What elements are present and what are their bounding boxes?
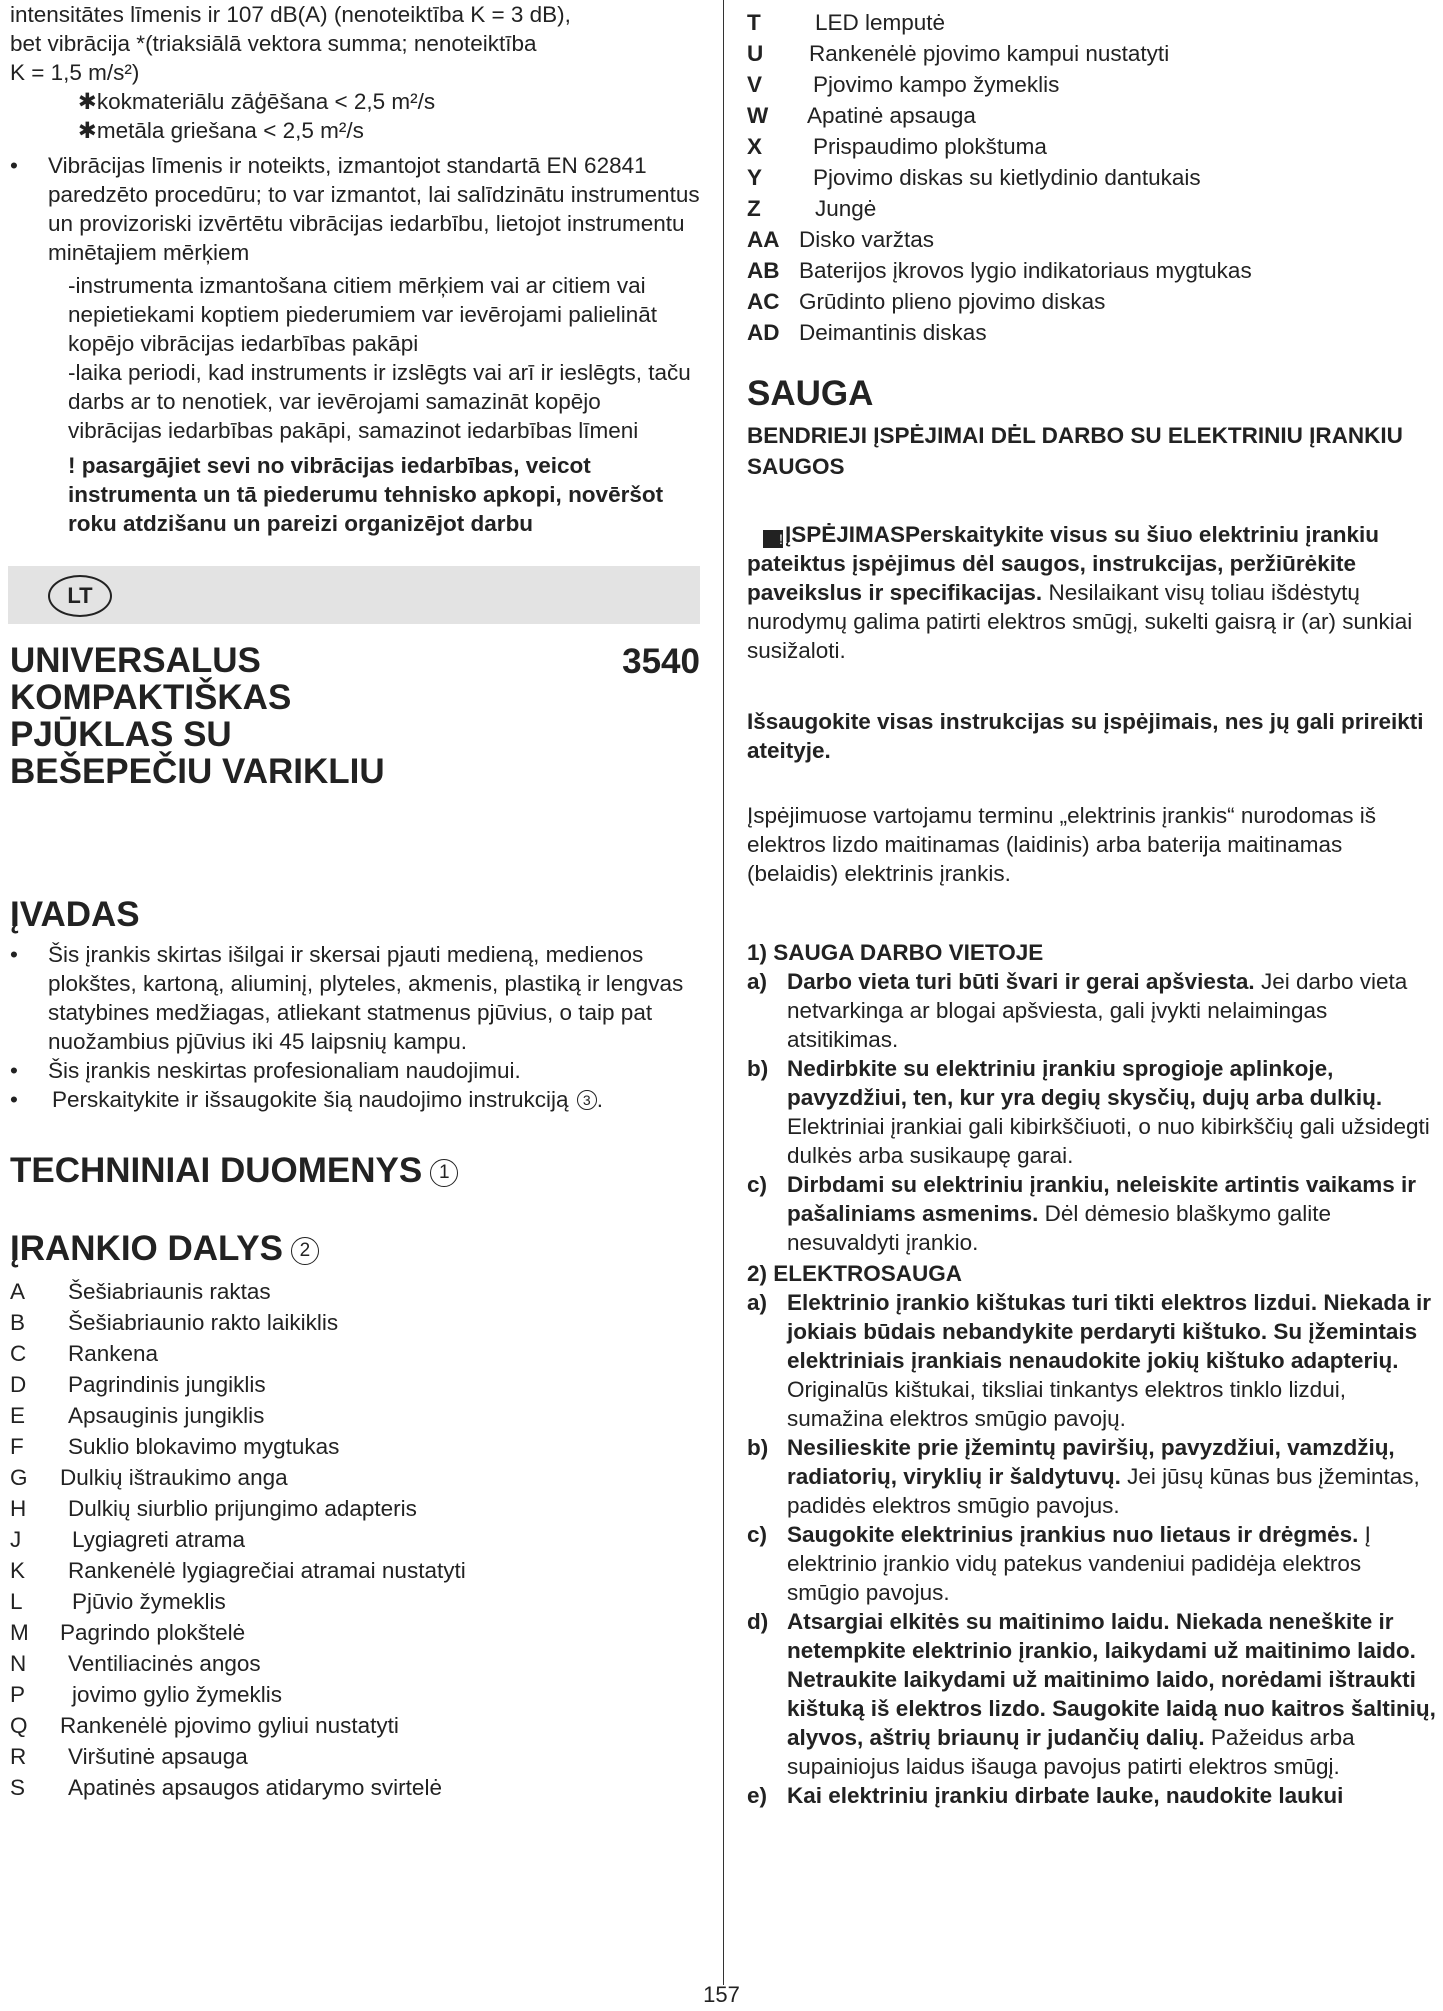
item-bold: Elektrinio įrankio kištukas turi tikti elektros lizdui. Niekada ir jokiais būdais nebandykite perdaryti kištuko. Su įžemintais elektriniais įrankiais nenaudokite jokių kištuko adapterių. [787,1290,1431,1373]
part-label: Rankenėlė pjovimo gyliui nustatyti [60,1713,399,1738]
part-key: B [10,1310,26,1335]
product-title-line: UNIVERSALUS [10,641,261,680]
part-key: Y [747,165,763,190]
ref-circle: 3 [577,1090,597,1110]
vibration-warning: ! pasargājiet sevi no vibrācijas iedarbības, veicot instrumenta un tā piederumu tehnisko apkopi, novēršot roku atdzišanu un pareizi organizējot darbu [68,453,664,536]
part-key: P [10,1682,26,1707]
safety-item [747,1433,1437,1520]
general-warning-paragraph [747,520,1437,665]
ivadas-bullet-last: • Perskaitykite ir išsaugokite šią naudojimo instrukciją 3 . [10,1085,700,1114]
part-item [10,1555,700,1586]
item-text: Originalūs kištukai, tiksliai tinkantys elektros tinklo lizdui, sumažina elektros smūgio pavojų. [787,1377,1346,1431]
left-column [10,0,700,1803]
item-text: Jei jūsų kūnas bus įžemintas, padidės elektros smūgio pavojus. [787,1464,1420,1518]
intro-line: intensitātes līmenis ir 107 dB(A) (nenoteiktība K = 3 dB), [10,2,571,27]
ivadas-last-text: Perskaitykite ir išsaugokite šią naudojimo instrukciją [52,1087,569,1112]
safety-item [747,1781,1437,1810]
item-text: Dėl dėmesio blaškymo galite nesuvaldyti įrankio. [787,1201,1332,1255]
item-text: Jei darbo vieta netvarkinga ar blogai apšviesta, gali įvykti nelaimingas atsitikimas. [787,969,1408,1052]
item-text: Į elektrinio įrankio vidų patekus vandeniui padidėja elektros smūgio pavojus. [787,1522,1371,1605]
part-item [747,100,1437,131]
part-key: Q [10,1713,28,1738]
part-item [747,69,1437,100]
safety-item [747,1170,1437,1257]
item-letter: d) [747,1609,769,1634]
part-item [10,1276,700,1307]
item-bold: Darbo vieta turi būti švari ir gerai apšviesta. [787,969,1255,994]
item-text: Pažeidus arba supainiojus laidus išauga pavojus patirti elektros smūgį. [787,1725,1355,1779]
part-label: Jungė [815,196,877,221]
part-item [10,1648,700,1679]
item-bold: Nedirbkite su elektriniu įrankiu sprogioje aplinkoje, pavyzdžiui, ten, kur yra degių skysčių, dujų arba dulkių. [787,1056,1383,1110]
part-key: D [10,1372,27,1397]
safety-item [747,1054,1437,1170]
part-item [10,1431,700,1462]
vibration-sub-1: -instrumenta izmantošana citiem mērķiem vai ar citiem vai nepietiekami koptiem piederumiem var ievērojami palielināt kopējo vibrācijas iedarbības pakāpi [68,273,658,356]
item-letter: e) [747,1783,768,1808]
warning-rest: Nesilaikant visų toliau išdėstytų nurodymų galima patirti elektros smūgį, sukelti gaisrą ir (ar) sunkiai susižaloti. [747,580,1413,663]
part-label: Lygiagreti atrama [72,1527,246,1552]
part-item [10,1369,700,1400]
part-label: Baterijos įkrovos lygio indikatoriaus mygtukas [799,258,1252,283]
part-item [10,1338,700,1369]
part-item [10,1741,700,1772]
part-key: M [10,1620,29,1645]
part-item [747,224,1437,255]
part-key: Z [747,196,761,221]
ivadas-bullet: • Šis įrankis skirtas išilgai ir skersai pjauti medieną, medienos plokštes, kartoną, aliuminį, plyteles, akmenis, plastiką ir lengvas statybines medžiagas, atliekant statmenus pjūvius, o taip pat nuožambius pjūvius iki 45 laipsnių kampu. [10,940,700,1056]
safety-item [747,1607,1437,1781]
sauga-heading: SAUGA [747,374,874,413]
general-warnings-heading: BENDRIEJI ĮSPĖJIMAI DĖL DARBO SU ELEKTRINIU ĮRANKIU SAUGOS [747,423,1403,479]
part-key: AD [747,320,780,345]
item-bold: Atsargiai elkitės su maitinimo laidu. Niekada neneškite ir netempkite elektrinio įrankio, laikydami už maitinimo laido. Netraukite laikydami už maitinimo laido, norėdami ištraukti kištuką iš elektros lizdo. Saugokite laidą nuo kaitros šaltinių, alyvos, aštrių briaunų ir judančių dalių. [787,1609,1436,1750]
language-bar [8,566,700,624]
section-electrical-safety: 2) ELEKTROSAUGA [747,1261,963,1286]
part-label: Disko varžtas [799,227,935,252]
model-number: 3540 [622,642,700,681]
item-bold: Nesilieskite prie įžemintų paviršių, pavyzdžiui, vamzdžių, radiatorių, viryklių ir šaldytuvų. [787,1435,1395,1489]
warning-bold: ĮSPĖJIMASPerskaitykite visus su šiuo elektriniu įrankiu pateiktus įspėjimus dėl saugos, instrukcijas, peržiūrėkite paveikslus ir specifikacijas. [747,522,1379,605]
language-code: LT [48,575,112,617]
warning-icon: ! [763,530,783,548]
item-bold: Kai elektriniu įrankiu dirbate lauke, naudokite laukui [787,1783,1344,1808]
part-key: AB [747,258,780,283]
part-key: F [10,1434,24,1459]
part-label: Pagrindo plokštelė [60,1620,246,1645]
part-key: U [747,41,764,66]
item-letter: c) [747,1172,768,1197]
part-key: G [10,1465,28,1490]
part-label: Deimantinis diskas [799,320,987,345]
ivadas-bullet: • Šis įrankis neskirtas profesionaliam naudojimui. [10,1056,700,1085]
parts-list-left [10,1276,700,1803]
part-label: Dulkių ištraukimo anga [60,1465,288,1490]
part-label: Pjovimo kampo žymeklis [813,72,1060,97]
part-label: Prispaudimo plokštuma [813,134,1047,159]
part-item [747,131,1437,162]
part-item [10,1679,700,1710]
parts-list-right [747,7,1437,348]
intro-line: K = 1,5 m/s²) [10,60,140,85]
part-label: Ventiliacinės angos [68,1651,261,1676]
part-item [747,7,1437,38]
tech-heading [10,1150,700,1192]
part-item [10,1524,700,1555]
part-item [10,1617,700,1648]
part-item [10,1307,700,1338]
part-key: AA [747,227,780,252]
part-label: Šešiabriaunis raktas [68,1279,271,1304]
part-key: T [747,10,761,35]
part-item [747,38,1437,69]
vibration-metal: ✱metāla griešana < 2,5 m²/s [78,118,364,143]
intro-line: bet vibrācija *(triaksiālā vektora summa; nenoteiktība [10,31,537,56]
parts-heading [10,1228,700,1270]
safety-item [747,1288,1437,1433]
part-key: V [747,72,763,97]
part-item [747,286,1437,317]
part-item [747,193,1437,224]
intro-text [10,0,700,87]
part-key: C [10,1341,27,1366]
part-label: Rankena [68,1341,159,1366]
item-letter: b) [747,1056,769,1081]
section-work-area: 1) SAUGA DARBO VIETOJE [747,940,1044,965]
part-key: AC [747,289,780,314]
part-label: Rankenėlė pjovimo kampui nustatyti [809,41,1170,66]
part-label: Apatinės apsaugos atidarymo svirtelė [68,1775,442,1800]
item-letter: c) [747,1522,768,1547]
parts-title: ĮRANKIO DALYS [10,1229,283,1268]
vibration-bullet: • Vibrācijas līmenis ir noteikts, izmantojot standartā EN 62841 paredzēto procedūru; to var izmantot, lai salīdzinātu instrumentus un provizoriski izvērtētu vibrācijas iedarbību, lietojot instrumentu minētajiem mērķiem [10,151,700,267]
part-key: N [10,1651,27,1676]
right-column [747,0,1437,1810]
item-letter: a) [747,1290,768,1315]
item-bold: Dirbdami su elektriniu įrankiu, neleiskite artintis vaikams ir pašaliniams asmenims. [787,1172,1416,1226]
part-label: Viršutinė apsauga [68,1744,248,1769]
part-key: E [10,1403,26,1428]
part-key: A [10,1279,26,1304]
part-key: W [747,103,769,128]
part-label: Pagrindinis jungiklis [68,1372,266,1397]
part-key: X [747,134,763,159]
safety-item [747,967,1437,1054]
part-item [10,1400,700,1431]
product-title-line: KOMPAKTIŠKAS [10,678,292,717]
part-item [10,1772,700,1803]
part-item [10,1586,700,1617]
part-label: Šešiabriaunio rakto laikiklis [68,1310,339,1335]
ivadas-heading: ĮVADAS [10,895,140,934]
safety-item [747,1520,1437,1607]
part-label: Dulkių siurblio prijungimo adapteris [68,1496,417,1521]
item-letter: b) [747,1435,769,1460]
item-text: Elektriniai įrankiai gali kibirkščiuoti, o nuo kibirkščių gali užsidegti dulkės arba susikaupę garai. [787,1114,1430,1168]
tech-title: TECHNINIAI DUOMENYS [10,1151,423,1190]
vibration-wood: ✱kokmateriālu zāģēšana < 2,5 m²/s [78,89,436,114]
item-letter: a) [747,969,768,994]
part-label: Pjovimo diskas su kietlydinio dantukais [813,165,1201,190]
item-bold: Saugokite elektrinius įrankius nuo lietaus ir drėgmės. [787,1522,1359,1547]
column-divider [723,0,724,1985]
part-item [10,1462,700,1493]
part-label: jovimo gylio žymeklis [72,1682,283,1707]
part-item [747,255,1437,286]
part-label: LED lemputė [815,10,946,35]
part-label: Grūdinto plieno pjovimo diskas [799,289,1106,314]
part-label: Pjūvio žymeklis [72,1589,226,1614]
keep-instructions-note: Išsaugokite visas instrukcijas su įspėjimais, nes jų gali prireikti ateityje. [747,709,1424,763]
part-key: J [10,1527,22,1552]
part-label: Suklio blokavimo mygtukas [68,1434,340,1459]
ref-circle: 2 [291,1237,319,1265]
part-item [10,1710,700,1741]
product-title-block [10,642,700,790]
part-item [10,1493,700,1524]
vibration-sub-2: -laika periodi, kad instruments ir izslēgts vai arī ir ieslēgts, taču darbs ar to nenotiek, var ievērojami samazināt kopējo vibrācijas iedarbības pakāpi, samazinot iedarbības līmeni [68,360,691,443]
product-title-line: BEŠEPEČIU VARIKLIU [10,752,385,791]
part-key: S [10,1775,26,1800]
part-label: Apatinė apsauga [807,103,976,128]
part-label: Rankenėlė lygiagrečiai atramai nustatyti [68,1558,466,1583]
part-key: R [10,1744,27,1769]
term-definition-note: Įspėjimuose vartojamu terminu „elektrinis įrankis“ nurodomas iš elektros lizdo maitinamas (laidinis) arba baterija maitinamas (belaidis) elektrinis įrankis. [747,803,1376,886]
part-key: H [10,1496,27,1521]
part-item [747,162,1437,193]
product-title-line: PJŪKLAS SU [10,715,232,754]
part-item [747,317,1437,348]
page-number: 157 [703,1982,740,2007]
part-label: Apsauginis jungiklis [68,1403,265,1428]
ref-circle: 1 [430,1159,458,1187]
part-key: K [10,1558,26,1583]
part-key: L [10,1589,23,1614]
